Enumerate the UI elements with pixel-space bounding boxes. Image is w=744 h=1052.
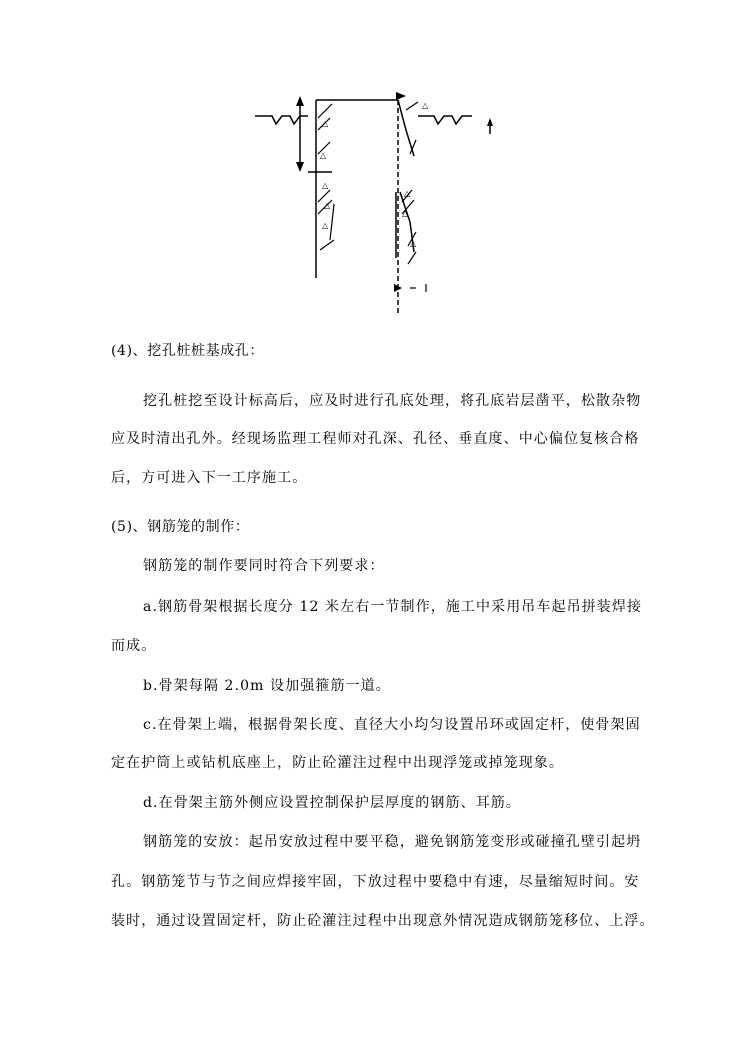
item-a-line: 而成。 [111, 638, 157, 654]
item-c-line: c.在骨架上端，根据骨架长度、直径大小均匀设置吊环或固定杆，使骨架固 [143, 717, 641, 733]
triangle-marker: △ [402, 209, 409, 218]
install-paragraph-line: 孔。钢筋笼节与节之间应焊接牢固，下放过程中要稳中有速，尽量缩短时间。安 [111, 874, 640, 890]
section-4-paragraph-line: 后，方可进入下一工序施工。 [111, 470, 308, 486]
triangle-marker: △ [320, 151, 327, 160]
right-ground-line [418, 116, 472, 124]
section-4-paragraph-line: 应及时清出孔外。经现场监理工程师对孔深、孔径、垂直度、中心偏位复核合格 [111, 431, 640, 447]
item-c-line: 定在护筒上或钻机底座上，防止砼灌注过程中出现浮笼或掉笼现象。 [111, 755, 564, 771]
triangle-marker: △ [422, 101, 429, 110]
triangle-marker: △ [410, 239, 417, 248]
install-paragraph-line: 装时，通过设置固定杆，防止砼灌注过程中出现意外情况造成钢筋笼移位、上浮。 [111, 913, 655, 929]
arrowhead-right-small [487, 118, 493, 126]
triangle-marker: △ [322, 221, 329, 230]
triangle-marker: △ [404, 189, 411, 198]
install-paragraph-line: 钢筋笼的安放：起吊安放过程中要平稳，避免钢筋笼变形或碰撞孔壁引起坍 [143, 834, 642, 850]
section-4-paragraph-line: 挖孔桩挖至设计标高后，应及时进行孔底处理，将孔底岩层凿平，松散杂物 [143, 393, 642, 409]
item-a-line: a.钢筋骨架根据长度分 12 米左右一节制作，施工中采用吊车起吊拼装焊接 [143, 599, 643, 615]
section-5-intro: 钢筋笼的制作要同时符合下列要求： [143, 558, 385, 574]
section-5-heading: (5)、钢筋笼的制作： [111, 519, 250, 535]
section-4-heading: (4)、挖孔桩桩基成孔： [111, 343, 265, 359]
triangle-marker: △ [324, 201, 331, 210]
arrowhead-down [296, 162, 304, 172]
triangle-marker: △ [322, 181, 329, 190]
arrowhead-up [296, 96, 304, 106]
item-b-line: b.骨架每隔 2.0m 设加强箍筋一道。 [143, 678, 391, 694]
right-upper-incline [398, 100, 414, 156]
triangle-marker: △ [322, 119, 329, 128]
pile-hole-diagram [250, 82, 510, 322]
item-d-line: d.在骨架主筋外侧应设置控制保护层厚度的钢筋、耳筋。 [143, 795, 522, 811]
arrowhead-right-top [396, 92, 406, 100]
